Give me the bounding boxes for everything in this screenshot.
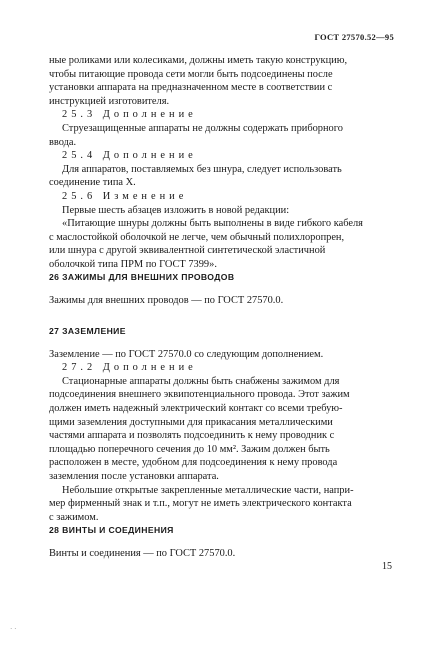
paragraph-line: ввода. [49,136,77,148]
note-line: Небольшие открытые закрепленные металлические части, напри- [62,484,354,496]
section-25-4-title: 25.4 Дополнение [62,150,197,162]
quote-line: оболочкой типа ПРМ по ГОСТ 7399». [49,258,217,270]
section-26 [49,271,395,307]
paragraph-line: установки аппарата на предназначенном месте в соответствии с [49,82,333,94]
quote-line: «Питающие шнуры должны быть выполнены в виде гибкого кабеля [62,218,363,230]
paragraph-line: ные роликами или колесиками, должны иметь такую конструкцию, [49,55,348,66]
paragraph-line: соединение типа X. [49,177,136,189]
paragraph-line: Для аппаратов, поставляемых без шнура, следует использовать [62,163,342,175]
paragraph-line: Стационарные аппараты должны быть снабжены зажимом для [62,375,340,387]
page-number: 15 [382,561,392,572]
paragraph-line: подсоединения внешнего эквипотенциального провода. Этот зажим [49,389,350,401]
section-27-heading: 27 ЗАЗЕМЛЕНИЕ [49,326,126,336]
text-block-top [49,54,395,272]
section-26-text: Зажимы для внешних проводов — по ГОСТ 27570.0. [49,294,284,306]
paragraph-line: инструкцией изготовителя. [49,95,170,107]
paragraph-line: площадью поперечного сечения до 10 мм². Зажим должен быть [49,443,330,455]
paragraph-line: расположен в месте, удобном для подсоединения к нему провода [49,457,338,469]
quote-line: или шнура с другой эквивалентной синтетической эластичной [49,245,326,257]
paragraph-line: должен иметь надежный электрический контакт со всеми требую- [49,402,343,414]
paragraph-line: чтобы питающие провода сети могли быть подсоединены после [49,68,333,80]
paragraph-line: щими заземления доступными для прикасания металлическими [49,416,333,428]
paragraph-line: Первые шесть абзацев изложить в новой редакции: [62,204,290,216]
paragraph-line: заземления после установки аппарата. [49,470,219,482]
section-27-text: Заземление — по ГОСТ 27570.0 со следующим дополнением. [49,348,324,360]
section-28-text: Винты и соединения — по ГОСТ 27570.0. [49,547,236,559]
section-26-heading: 26 ЗАЖИМЫ ДЛЯ ВНЕШНИХ ПРОВОДОВ [49,272,235,282]
quote-line: с маслостойкой оболочкой не легче, чем обычный полихлоропрен, [49,231,345,243]
paragraph-line: частями аппарата и позволять подсоединить к нему проводник с [49,430,335,442]
section-27-2-title: 27.2 Дополнение [62,362,197,374]
paragraph-line: Струезащищенные аппараты не должны содержать приборного [62,122,343,134]
note-line: с зажимом. [49,511,99,523]
page-header: ГОСТ 27570.52—95 [314,32,394,42]
section-25-3-title: 25.3 Дополнение [62,109,197,121]
section-27 [49,325,395,524]
section-25-6-title: 25.6 Изменение [62,190,188,202]
section-28 [49,524,395,560]
section-28-heading: 28 ВИНТЫ И СОЕДИНЕНИЯ [49,525,174,535]
note-line: мер фирменный знак и т.п., могут не иметь электрического контакта [49,498,352,510]
scan-artifact: · · [10,625,17,633]
